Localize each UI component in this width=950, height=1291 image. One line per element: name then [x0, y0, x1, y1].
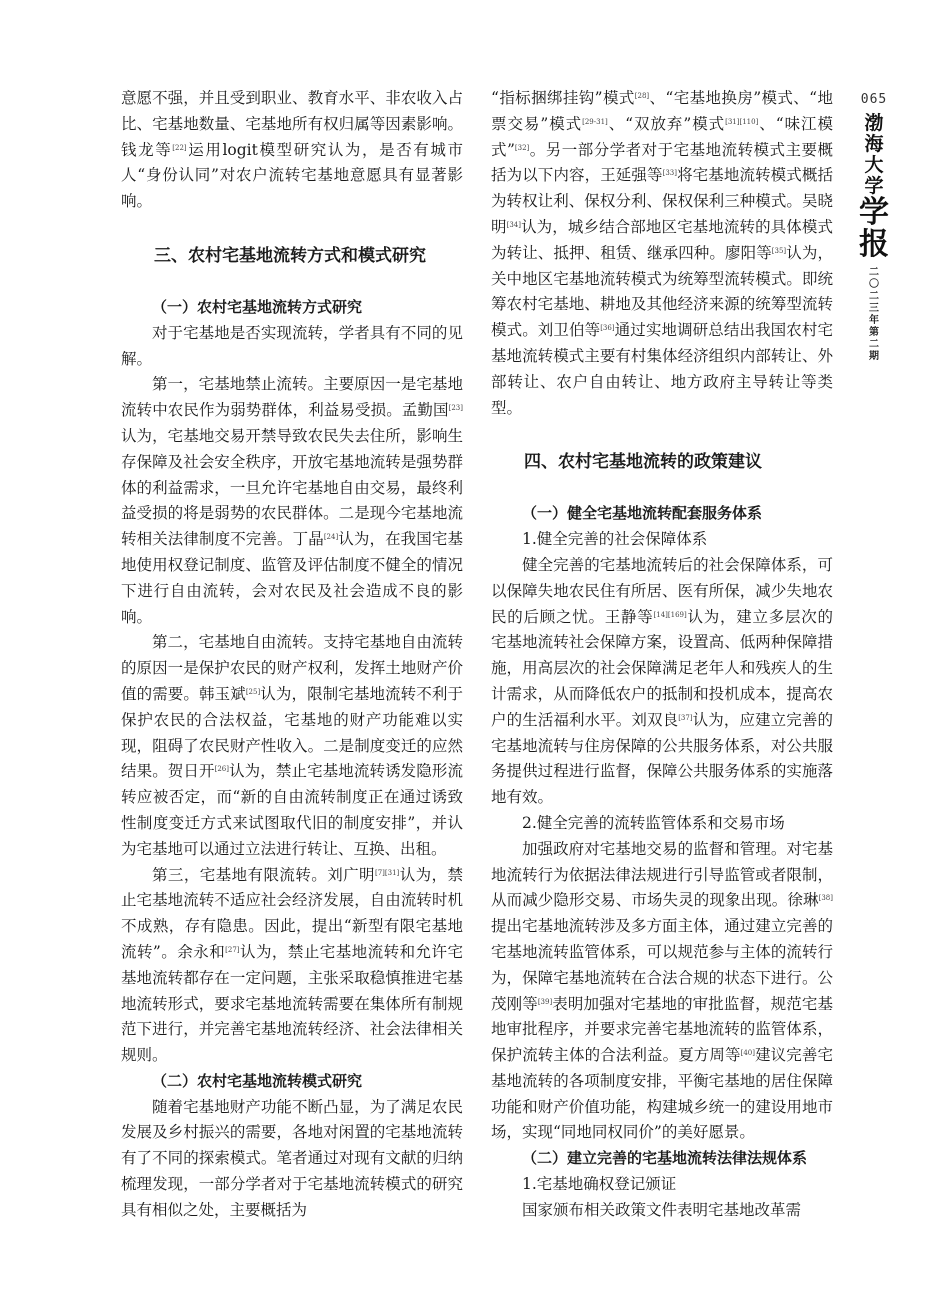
citation[interactable]: [23]	[448, 404, 463, 413]
journal-sidebar	[852, 92, 896, 363]
right-column	[491, 86, 833, 1224]
subsection-heading: （二）农村宅基地流转模式研究	[152, 1071, 363, 1090]
paragraph: “指标捆绑挂钩”模式[28]、“宅基地换房”模式、“地票交易”模式[29-31]、“双放弃”模式[31][110]、“味江模式”[32]。另一部分学者对于宅基地流转模式主要概括为以下内容，王延强等[33]将宅基地流转模式概括为转权让利、保权分利、保权保利三种模式。吴晓明[34]认为，城乡结合部地区宅基地流转的具体模式为转让、抵押、租赁、继承四种。廖阳等[35]认为，关中地区宅基地流转模式为统筹型流转模式。即统筹农村宅基地、耕地及其他经济来源的统筹型流转模式。刘卫伯等[36]通过实地调研总结出我国农村宅基地流转模式主要有村集体经济组织内部转让、外部转让、农户自由转让、地方政府主导转让等类型。	[491, 89, 833, 417]
subsection-heading: （二）建立完善的宅基地流转法律法规体系	[522, 1149, 808, 1168]
citation[interactable]: [14][169]	[653, 610, 687, 619]
paragraph: 随着宅基地财产功能不断凸显，为了满足农民发展及乡村振兴的需要，各地对闲置的宅基地流转有了不同的探索模式。笔者通过对现有文献的归纳梳理发现，一部分学者对于宅基地流转模式的研究具有相似之处，主要概括为	[121, 1097, 463, 1219]
section-heading: 三、农村宅基地流转方式和模式研究	[154, 245, 426, 266]
paragraph: 第二，宅基地自由流转。支持宅基地自由流转的原因一是保护农民的财产权利，发挥土地财产价值的需要。韩玉斌[25]认为，限制宅基地流转不利于保护农民的合法权益，宅基地的财产功能难以实现，阻碍了农民财产性收入。二是制度变迁的应然结果。贺日开[26]认为，禁止宅基地流转诱发隐形流转应被否定，而“新的自由流转制度正在通过诱致性制度变迁方式来试图取代旧的制度安排”，并认为宅基地可以通过立法进行转让、互换、出租。	[121, 633, 463, 858]
paragraph: 健全完善的宅基地流转后的社会保障体系，可以保障失地农民住有所居、医有所保，减少失地农民的后顾之忧。王静等[14][169]认为，建立多层次的宅基地流转社会保障方案，设置高、低两种保障措施，用高层次的社会保障满足老年人和残疾人的生计需求，从而降低农户的抵制和投机成本，提高农户的生活福利水平。刘双良[37]认为，应建立完善的宅基地流转与住房保障的公共服务体系，对公共服务提供过程进行监督，保障公共服务体系的实施落地有效。	[491, 555, 833, 807]
citation[interactable]: [31][110]	[725, 117, 759, 126]
subsubsection-heading: 2.健全完善的流转监管体系和交易市场	[522, 813, 785, 832]
paragraph: 第三，宅基地有限流转。刘广明[7][31]认为，禁止宅基地流转不适应社会经济发展，自由流转时机不成熟，存有隐患。因此，提出“新型有限宅基地流转”。余永和[27]认为，禁止宅基地流转和允许宅基地流转都存在一定问题，主张采取稳慎推进宅基地流转形式，要求宅基地流转需要在集体所有制规范下进行，并完善宅基地流转经济、社会法律相关规则。	[121, 865, 463, 1065]
citation[interactable]: [7][31]	[374, 868, 400, 877]
citation[interactable]: [29-31]	[582, 117, 608, 126]
citation[interactable]: [27]	[225, 945, 240, 954]
journal-title: 渤 海 大 学 学 报	[859, 112, 889, 262]
paragraph: 第一，宅基地禁止流转。主要原因一是宅基地流转中农民作为弱势群体，利益易受损。孟勤国[23]认为，宅基地交易开禁导致农民失去住所，影响生存保障及社会安全秩序，开放宅基地流转是强势群体的利益需求，一旦允许宅基地自由交易，最终利益受损的将是弱势的农民群体。二是现今宅基地流转相关法律制度不完善。丁晶[24]认为，在我国宅基地使用权登记制度、监管及评估制度不健全的情况下进行自由流转，会对农民及社会造成不良的影响。	[121, 375, 463, 626]
citation[interactable]: [25]	[245, 687, 261, 696]
page-number: 065	[860, 92, 888, 107]
citation[interactable]: [22]	[172, 143, 187, 152]
paragraph: 国家颁布相关政策文件表明宅基地改革需	[522, 1200, 802, 1219]
section-heading: 四、农村宅基地流转的政策建议	[524, 452, 762, 473]
paragraph: 加强政府对宅基地交易的监督和管理。对宅基地流转行为依据法律法规进行引导监管或者限制，从而减少隐形交易、市场失灵的现象出现。徐琳[38]提出宅基地流转涉及多方面主体，通过建立完善的宅基地流转监管体系，可以规范参与主体的流转行为，保障宅基地流转在合法合规的状态下进行。公茂刚等[39]表明加强对宅基地的审批监督，规范宅基地审批程序，并要求完善宅基地流转的监管体系，保护流转主体的合法利益。夏方周等[40]建议完善宅基地流转的各项制度安排，平衡宅基地的居住保障功能和财产价值功能，构建城乡统一的建设用地市场，实现“同地同权同价”的美好愿景。	[491, 839, 833, 1142]
subsubsection-heading: 1.宅基地确权登记颁证	[522, 1175, 677, 1194]
citation[interactable]: [37]	[678, 713, 693, 722]
citation[interactable]: [32]	[514, 143, 530, 152]
left-column	[121, 86, 463, 1224]
paragraph: 对于宅基地是否实现流转，学者具有不同的见解。	[121, 323, 463, 368]
issue-label: 二 〇 二 三 年 第 二 期	[869, 267, 879, 362]
citation[interactable]: [24]	[323, 533, 339, 542]
subsubsection-heading: 1.健全完善的社会保障体系	[522, 530, 708, 549]
citation[interactable]: [34]	[506, 220, 521, 229]
citation[interactable]: [28]	[634, 92, 650, 100]
subsection-heading: （一）农村宅基地流转方式研究	[152, 297, 363, 316]
citation[interactable]: [35]	[771, 246, 787, 255]
citation[interactable]: [39]	[537, 997, 553, 1006]
citation[interactable]: [36]	[600, 324, 615, 333]
citation[interactable]: [38]	[818, 894, 833, 903]
paragraph: 意愿不强，并且受到职业、教育水平、非农收入占比、宅基地数量、宅基地所有权归属等因素影响。钱龙等[22]运用logit模型研究认为，是否有城市人“身份认同”对农户流转宅基地意愿具有显著影响。	[121, 89, 463, 211]
citation[interactable]: [40]	[740, 1049, 755, 1058]
subsection-heading: （一）健全宅基地流转配套服务体系	[522, 504, 763, 523]
citation[interactable]: [33]	[662, 169, 677, 178]
citation[interactable]: [26]	[214, 765, 229, 774]
